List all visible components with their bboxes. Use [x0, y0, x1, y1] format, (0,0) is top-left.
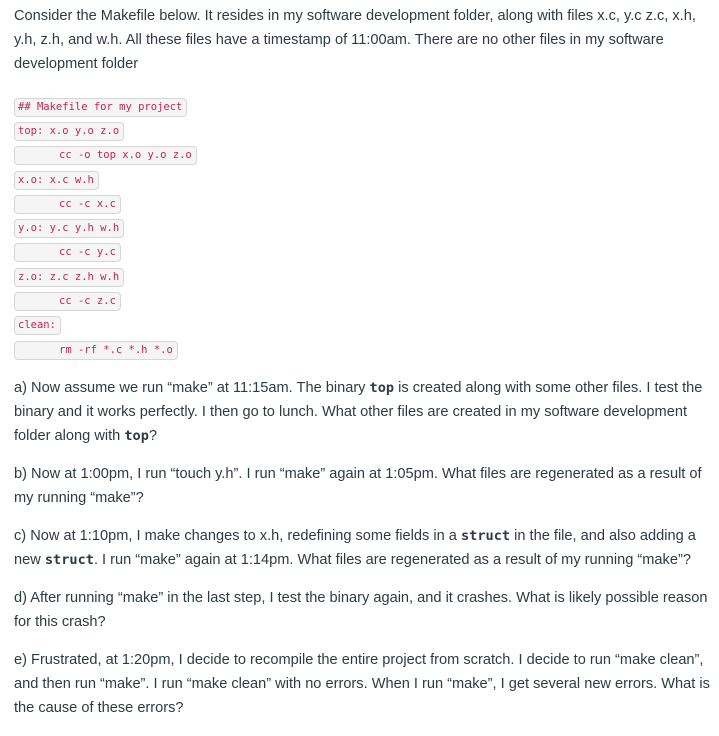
question-d: d) After running “make” in the last step, I test the binary again, and it crashes. What is likely possible reason for this crash? — [14, 590, 708, 631]
makefile-line — [14, 289, 711, 313]
makefile-line — [14, 338, 711, 362]
makefile-comment: ## Makefile for my project — [14, 98, 187, 117]
makefile-line — [14, 95, 711, 119]
question-a — [14, 376, 711, 448]
makefile-line — [14, 265, 711, 289]
makefile-line — [14, 119, 711, 143]
makefile-line — [14, 192, 711, 216]
question-a-text-1: a) Now assume we run “make” at 11:15am. The binary — [14, 380, 370, 397]
makefile-line — [14, 168, 711, 192]
question-a-text-3: ? — [148, 428, 158, 445]
makefile-target-y-o: y.o: y.c y.h w.h — [14, 219, 124, 238]
makefile-target-x-o: x.o: x.c w.h — [14, 171, 99, 190]
makefile-recipe-clean: rm -rf *.c *.h *.o — [14, 341, 178, 360]
question-c — [14, 524, 711, 572]
question-a-code-top-2: top — [124, 428, 149, 445]
makefile-recipe-z: cc -c z.c — [14, 292, 121, 311]
makefile-recipe-y: cc -c y.c — [14, 243, 121, 262]
question-c-text-3: . I run “make” again at 1:14pm. What files are regenerated as a result of my running “make”? — [93, 552, 691, 569]
intro-paragraph: Consider the Makefile below. It resides in my software development folder, along with files x.c, y.c z.c, x.h, y.h, z.h, and w.h. All these files have a timestamp of 11:00am. There are no other files in my software development folder — [14, 8, 696, 72]
question-c-text-1: c) Now at 1:10pm, I make changes to x.h, redefining some fields in a — [14, 528, 461, 545]
question-c-text-2: in the file, and also adding a new — [14, 528, 696, 569]
makefile-recipe-x: cc -c x.c — [14, 195, 121, 214]
question-a-code-top: top — [369, 380, 395, 397]
question-a-text-2: is created along with some other files. I test the binary and it works perfectly. I then go to lunch. What other files are created in my software development folder along with — [14, 380, 703, 445]
makefile-line — [14, 314, 711, 338]
question-c-code-struct-2: struct — [44, 552, 94, 569]
makefile-code-block — [14, 95, 711, 362]
question-c-code-struct: struct — [460, 528, 511, 545]
makefile-target-top: top: x.o y.o z.o — [14, 122, 124, 141]
makefile-recipe-link: cc -o top x.o y.o z.o — [14, 146, 197, 165]
question-b: b) Now at 1:00pm, I run “touch y.h”. I run “make” again at 1:05pm. What files are regenerated as a result of my running “make”? — [14, 466, 702, 507]
makefile-line — [14, 144, 711, 168]
makefile-line — [14, 241, 711, 265]
makefile-line — [14, 216, 711, 240]
makefile-target-z-o: z.o: z.c z.h w.h — [14, 268, 124, 287]
question-e: e) Frustrated, at 1:20pm, I decide to recompile the entire project from scratch. I decide to run “make clean”, and then run “make”. I run “make clean” with no errors. When I run “make”, I get several new errors. What is the cause of these errors? — [14, 652, 710, 717]
makefile-target-clean: clean: — [14, 316, 61, 335]
